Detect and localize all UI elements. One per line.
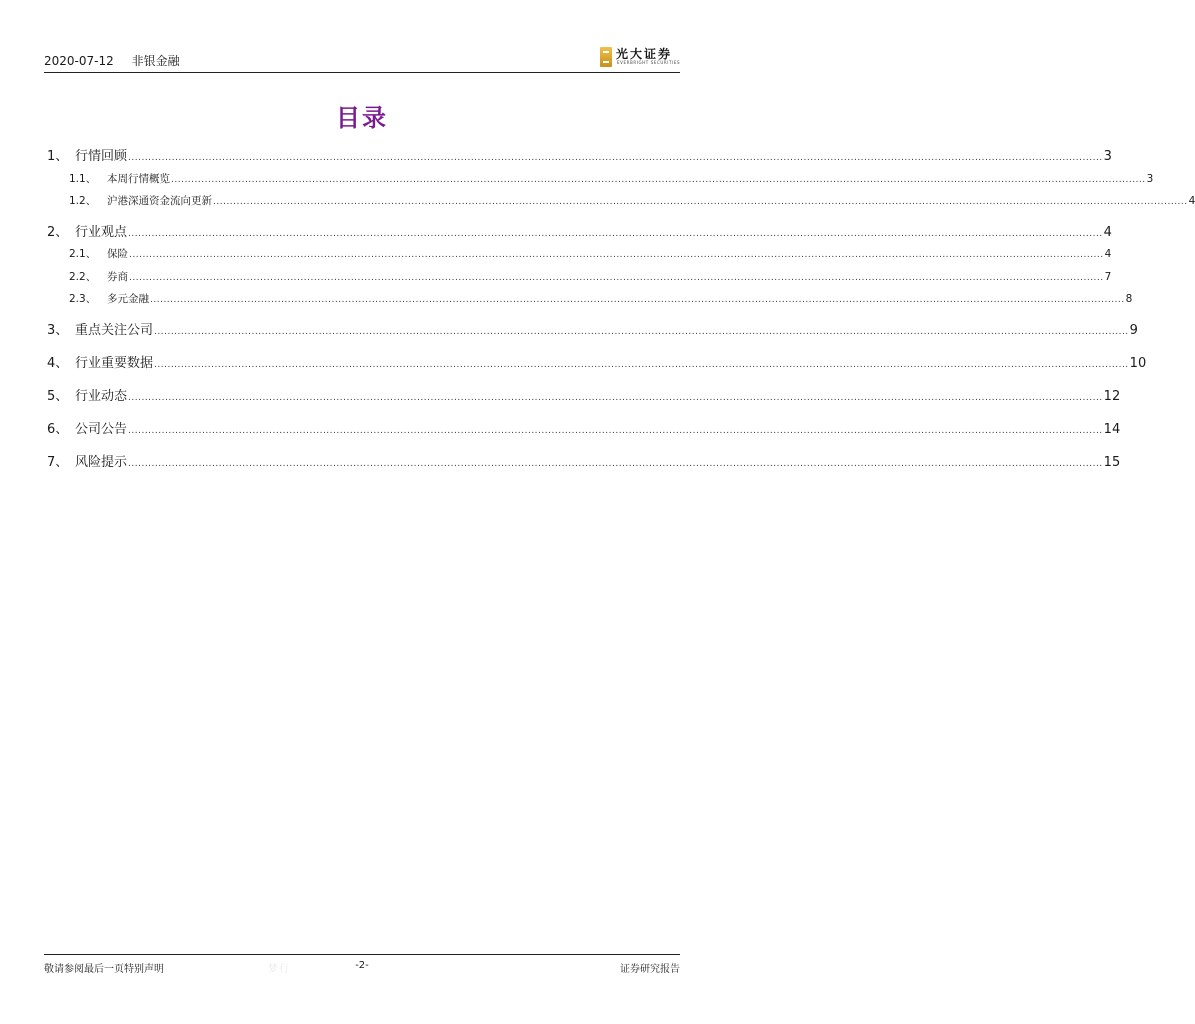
- toc-entry-label: 行业动态: [75, 389, 128, 404]
- toc-entry[interactable]: [47, 171, 1154, 186]
- toc-entry[interactable]: [47, 221, 1112, 240]
- toc-entry-page: 3: [1103, 149, 1112, 164]
- toc-entry-page: 15: [1103, 455, 1121, 470]
- toc-entry-number: 2、: [47, 225, 69, 240]
- toc-entry-page: 8: [1125, 293, 1133, 305]
- toc-entry-page: 14: [1103, 422, 1121, 437]
- toc-entry-label: 沪港深通资金流向更新: [107, 195, 212, 207]
- toc-entry[interactable]: [47, 145, 1112, 164]
- toc-entry-page: 3: [1146, 173, 1154, 185]
- toc-entry-page: 9: [1129, 323, 1138, 338]
- page-header: [44, 44, 680, 73]
- toc-dot-leader: ..................................................................................................................................................................................................................................................................................................: [171, 175, 1146, 185]
- toc-entry-number: 2.2、: [69, 271, 97, 283]
- toc-entry[interactable]: [47, 269, 1112, 284]
- toc-entry-number: 1.2、: [69, 195, 97, 207]
- sector-name: 非银金融: [131, 54, 180, 68]
- toc-entry-label: 保险: [107, 248, 128, 260]
- toc-entry[interactable]: [47, 319, 1138, 338]
- report-date: 2020-07-12: [44, 54, 114, 68]
- footer-report-type: 证券研究报告: [620, 964, 680, 975]
- toc-entry-page: 4: [1104, 248, 1112, 260]
- toc-entry-label: 多元金融: [107, 293, 149, 305]
- page-number: -2-: [355, 960, 369, 971]
- toc-dot-leader: ..................................................................................................................................................................................................................................................................................................: [128, 229, 1103, 239]
- toc-entry-label: 重点关注公司: [75, 323, 154, 338]
- footer-disclaimer: 敬请参阅最后一页特别声明: [44, 964, 164, 975]
- toc-dot-leader: ..................................................................................................................................................................................................................................................................................................: [154, 360, 1129, 370]
- toc-entry-number: 6、: [47, 422, 69, 437]
- toc-entry[interactable]: [47, 451, 1121, 470]
- toc-dot-leader: ..................................................................................................................................................................................................................................................................................................: [128, 393, 1103, 403]
- header-info: [44, 52, 180, 69]
- toc-dot-leader: ..................................................................................................................................................................................................................................................................................................: [129, 273, 1104, 283]
- footer-watermark: 梦行: [268, 964, 290, 975]
- toc-dot-leader: ..................................................................................................................................................................................................................................................................................................: [128, 153, 1103, 163]
- toc-entry-number: 5、: [47, 389, 69, 404]
- toc-entry-number: 1.1、: [69, 173, 97, 185]
- toc-entry-label: 公司公告: [75, 422, 128, 437]
- toc-entry[interactable]: [47, 291, 1133, 306]
- toc-entry-label: 行情回顾: [75, 149, 128, 164]
- toc-entry-label: 券商: [107, 271, 128, 283]
- toc-entry-number: 2.1、: [69, 248, 97, 260]
- toc-dot-leader: ..................................................................................................................................................................................................................................................................................................: [128, 426, 1103, 436]
- footer-rule: [44, 954, 680, 956]
- toc-entry-number: 4、: [47, 356, 69, 371]
- toc-entry-number: 1、: [47, 149, 69, 164]
- logo-mark-icon: [600, 47, 612, 67]
- toc-entry-number: 2.3、: [69, 293, 97, 305]
- logo-chinese-text: 光大证券: [616, 47, 673, 61]
- toc-entry-number: 7、: [47, 455, 69, 470]
- toc-title: 目录: [336, 104, 388, 132]
- toc-entry-page: 4: [1103, 225, 1112, 240]
- toc-dot-leader: ..................................................................................................................................................................................................................................................................................................: [129, 250, 1104, 260]
- toc-dot-leader: ..................................................................................................................................................................................................................................................................................................: [150, 295, 1125, 305]
- toc-dot-leader: ..................................................................................................................................................................................................................................................................................................: [213, 197, 1188, 207]
- toc-entry[interactable]: [47, 246, 1112, 261]
- toc-entry-label: 风险提示: [75, 455, 128, 470]
- toc-entry-number: 3、: [47, 323, 69, 338]
- toc-entry[interactable]: [47, 193, 1195, 208]
- toc-dot-leader: ..................................................................................................................................................................................................................................................................................................: [128, 459, 1103, 469]
- toc-entry-label: 行业重要数据: [75, 356, 154, 371]
- toc-entry-page: 10: [1129, 356, 1147, 371]
- toc-entry[interactable]: [47, 418, 1121, 437]
- everbright-logo: [600, 45, 681, 69]
- logo-english-text: EVERBRIGHT SECURITIES: [617, 60, 681, 65]
- toc-entry[interactable]: [47, 352, 1147, 371]
- toc-dot-leader: ..................................................................................................................................................................................................................................................................................................: [154, 327, 1129, 337]
- toc-entry-page: 7: [1104, 271, 1112, 283]
- toc-entry-label: 本周行情概览: [107, 173, 170, 185]
- toc-entry[interactable]: [47, 385, 1121, 404]
- toc-entry-label: 行业观点: [75, 225, 128, 240]
- toc-entry-page: 12: [1103, 389, 1121, 404]
- toc-entry-page: 4: [1188, 195, 1195, 207]
